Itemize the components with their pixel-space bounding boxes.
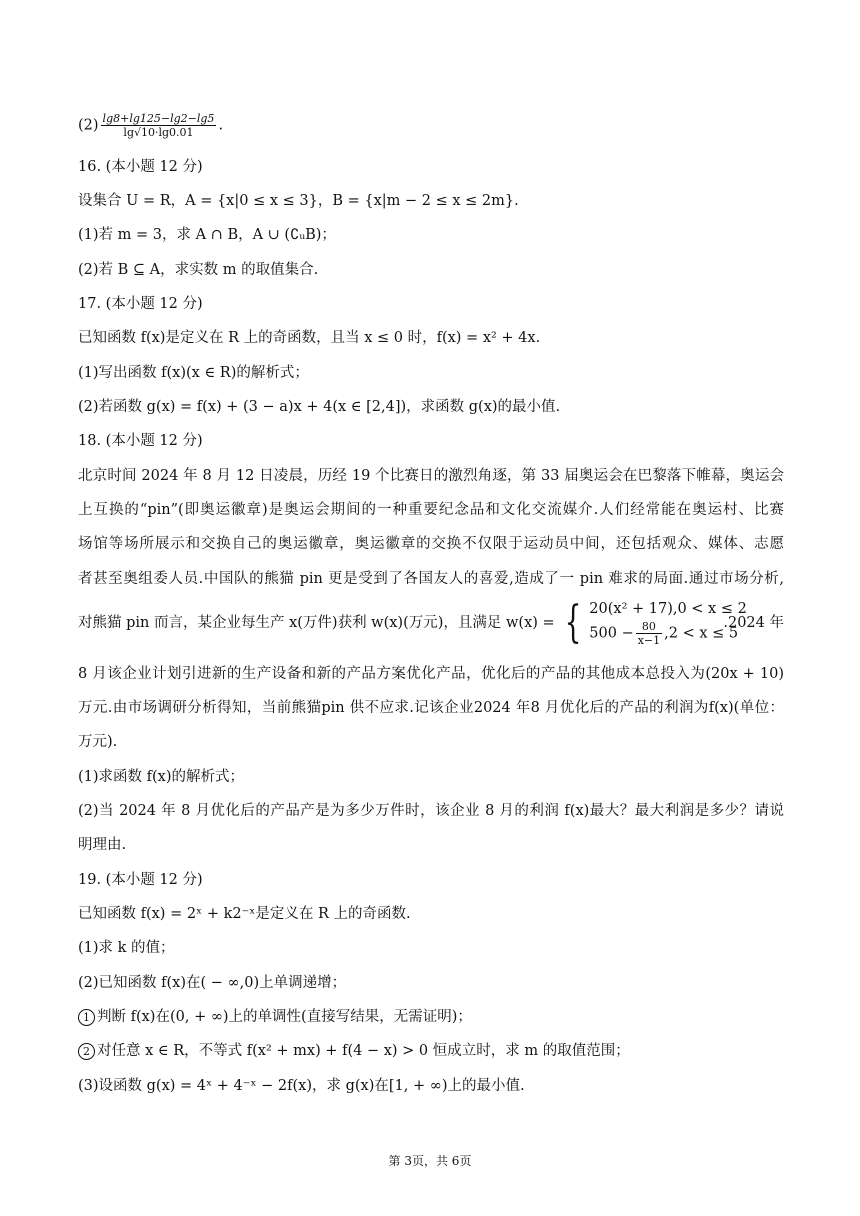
q15-fraction: $\frac{\lg 8+\lg 125-\lg 2-\lg 5}{\lg√10\cdot\lg 0.01}$	[102, 112, 215, 139]
q17-stem: 已知函数 f(x)是定义在 R 上的奇函数，且当 x ≤ 0 时，f(x) = x² + 4x.	[78, 330, 541, 346]
left-brace-icon: {	[564, 596, 582, 648]
q16-stem: 设集合 U = R，A = {x|0 ≤ x ≤ 3}，B = {x|m − 2 ≤ x ≤ 2m}.	[78, 193, 519, 209]
q17-header: 17. (本小题 12 分)	[78, 296, 203, 312]
q18-paragraph-line1: 北京时间 2024 年 8 月 12 日凌晨，历经 19 个比赛日的激烈角逐，第 33 届奥运会在巴黎落下帷幕，奥运会	[78, 468, 784, 484]
piecewise-function	[559, 598, 747, 647]
q19-header: 19. (本小题 12 分)	[78, 872, 203, 888]
q16-part1: (1)若 m = 3，求 A ∩ B，A ∪ (∁ᵤB)；	[78, 227, 336, 243]
q19-stem: 已知函数 f(x) = 2ˣ + k2⁻ˣ是定义在 R 上的奇函数.	[78, 906, 411, 922]
q18-paragraph-line8: 万元).	[78, 734, 118, 750]
q15-part2: (2) $\frac{\lg 8+\lg 125-\lg 2-\lg 5}{\lg√10\cdot\lg 0.01}$ .	[78, 112, 224, 139]
q18-piecewise-line: 对熊猫 pin 而言，某企业每生产 x(万件)获利 w(x)(万元)，且满足 w(x) = { 20(x² + 17),0 < x ≤ 2 500 − $\frac{80}{x-1}$ ,2 < x ≤ 5 .2024 年	[78, 596, 784, 648]
q18-part1: (1)求函数 f(x)的解析式；	[78, 769, 245, 785]
circled-one-icon: 1	[78, 1009, 95, 1026]
q19-part2-i: 1 判断 f(x)在(0, + ∞)上的单调性(直接写结果，无需证明)；	[78, 1006, 472, 1028]
q16-header: 16. (本小题 12 分)	[78, 159, 203, 175]
case-1: 20(x² + 17),0 < x ≤ 2	[589, 601, 747, 617]
q19-part3: (3)设函数 g(x) = 4ˣ + 4⁻ˣ − 2f(x)，求 g(x)在[1, + ∞)上的最小值.	[78, 1078, 525, 1094]
q19-part1: (1)求 k 的值；	[78, 940, 175, 956]
q18-part2-line2: 明理由.	[78, 837, 127, 853]
q19-part2-ii: 2 对任意 x ∈ R，不等式 f(x² + mx) + f(4 − x) > 0 恒成立时，求 m 的取值范围；	[78, 1040, 630, 1062]
case-2: 500 − $\frac{80}{x-1}$ ,2 < x ≤ 5	[589, 620, 739, 647]
q18-paragraph-line7: 万元.由市场调研分析得知，当前熊猫pin 供不应求.记该企业2024 年8 月优化后的产品的利润为f(x)(单位：	[78, 700, 784, 716]
q18-paragraph-line6: 8 月该企业计划引进新的生产设备和新的产品方案优化产品，优化后的产品的其他成本总投入为(20x + 10)	[78, 666, 784, 682]
q18-paragraph-line4: 者甚至奥组委人员.中国队的熊猫 pin 更是受到了各国友人的喜爱,造成了一 pin 难求的局面.通过市场分析,	[78, 571, 784, 587]
q18-header: 18. (本小题 12 分)	[78, 433, 203, 449]
q18-part2-line1: (2)当 2024 年 8 月优化后的产品产是为多少万件时，该企业 8 月的利润 f(x)最大？最大利润是多少？请说	[78, 803, 784, 819]
q18-paragraph-line2: 上互换的“pin”(即奥运徽章)是奥运会期间的一种重要纪念品和文化交流媒介.人们经常能在奥运村、比赛	[78, 502, 784, 518]
q17-part2: (2)若函数 g(x) = f(x) + (3 − a)x + 4(x ∈ [2,4])，求函数 g(x)的最小值.	[78, 399, 561, 415]
circled-two-icon: 2	[78, 1043, 95, 1060]
q16-part2: (2)若 B ⊆ A，求实数 m 的取值集合.	[78, 262, 319, 278]
q19-part2: (2)已知函数 f(x)在( − ∞,0)上单调递增；	[78, 975, 347, 991]
q17-part1: (1)写出函数 f(x)(x ∈ R)的解析式；	[78, 365, 309, 381]
page-footer: 第 3页，共 6页	[388, 1154, 472, 1168]
q18-paragraph-line3: 场馆等场所展示和交换自己的奥运徽章，奥运徽章的交换不仅限于运动员中间，还包括观众、媒体、志愿	[78, 536, 784, 552]
